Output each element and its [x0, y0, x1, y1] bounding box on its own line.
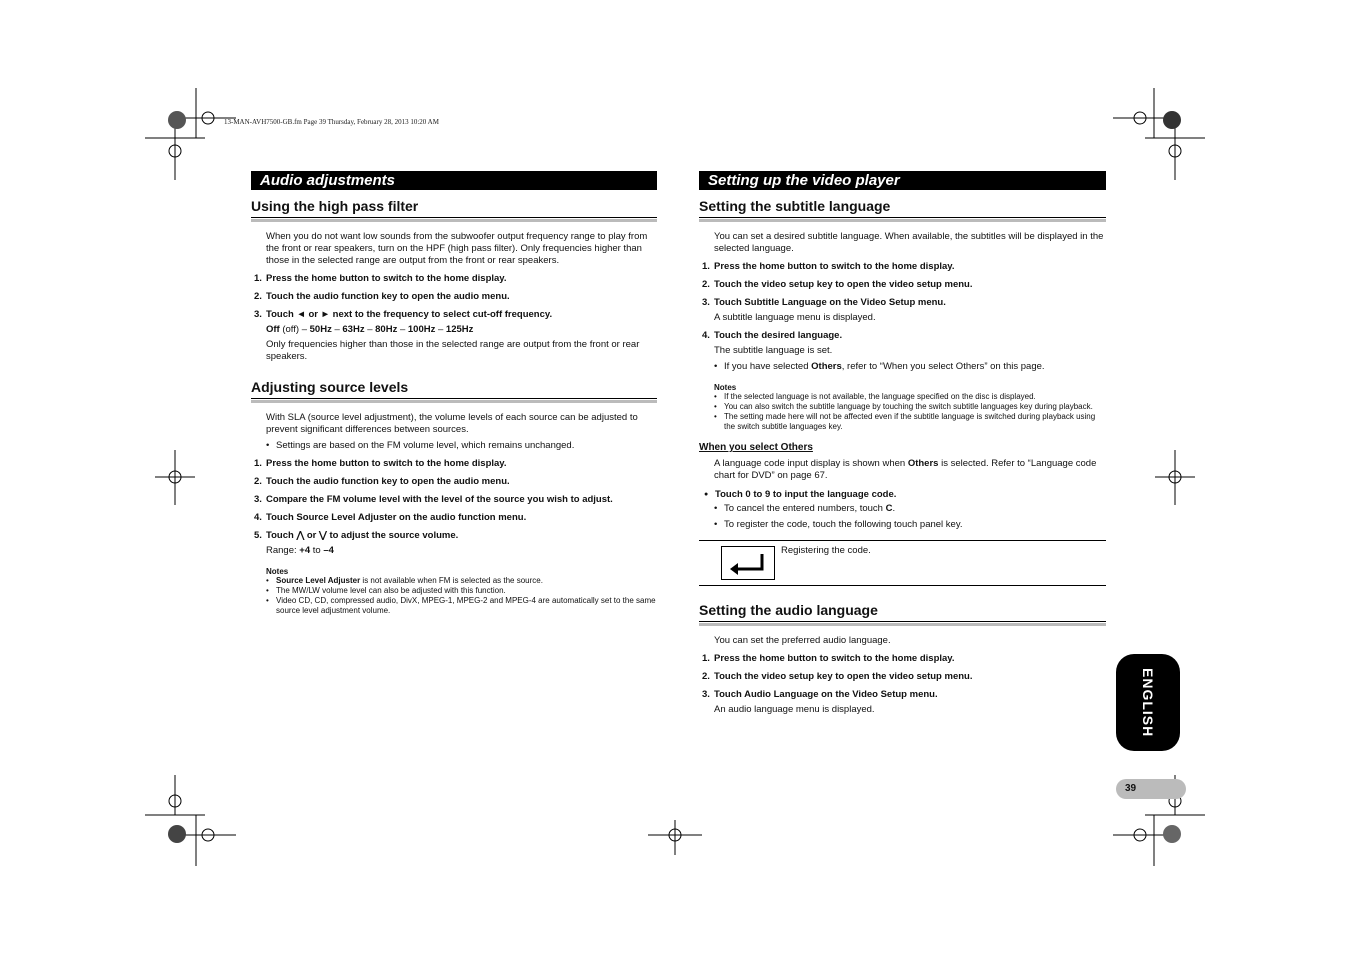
- audio-lang-result: An audio language menu is displayed.: [714, 704, 875, 715]
- hpf-after: Only frequencies higher than those in the selected range are output from the front or rear speakers.: [266, 339, 640, 362]
- subtitle-note-1: • If the selected language is not available, the language specified on the disc is displayed.: [699, 392, 1106, 402]
- sla-step-4: 4. Touch Source Level Adjuster on the audio function menu.: [254, 512, 527, 523]
- audio-lang-step-3: 3. Touch Audio Language on the Video Setup menu.: [702, 689, 938, 700]
- subtitle-note-2: • You can also switch the subtitle language by touching the switch subtitle languages key during playback.: [699, 402, 1106, 412]
- enter-icon: [721, 546, 775, 580]
- sla-bullet: • Settings are based on the FM volume level, which remains unchanged.: [251, 440, 657, 452]
- sla-step-5: 5. Touch ⋀ or ⋁ to adjust the source volume.: [254, 530, 459, 541]
- subtitle-others-bullet: • If you have selected Others, refer to “When you select Others” on this page.: [699, 361, 1106, 373]
- sla-note-2: • The MW/LW volume level can also be adjusted with this function.: [251, 586, 657, 596]
- hpf-options: Off (off) – 50Hz – 63Hz – 80Hz – 100Hz – 125Hz: [266, 324, 474, 335]
- audio-lang-heading: Setting the audio language: [699, 602, 1106, 622]
- subtitle-note-3: • The setting made here will not be affected even if the subtitle language is switched during playback using the switch subtitle languages key.: [699, 412, 1106, 432]
- hpf-intro: When you do not want low sounds from the subwoofer output frequency range to play from the front or rear speakers, turn on the HPF (high pass filter). Only frequencies higher than those in the selected range are output from the front or rear speakers.: [266, 231, 648, 266]
- page-number: 39: [1116, 779, 1186, 799]
- subtitle-step-1: 1. Press the home button to switch to the home display.: [702, 261, 955, 272]
- right-arrow-icon: ►: [320, 309, 331, 320]
- audio-lang-step-2: 2. Touch the video setup key to open the video setup menu.: [702, 671, 973, 682]
- subtitle-step3-result: A subtitle language menu is displayed.: [714, 312, 876, 323]
- sla-step-1: 1. Press the home button to switch to the home display.: [254, 458, 507, 469]
- hpf-step-3: 3. Touch ◄ or ► next to the frequency to select cut-off frequency.: [254, 309, 553, 320]
- others-intro: A language code input display is shown when Others is selected. Refer to “Language code chart for DVD” on page 67.: [714, 458, 1097, 481]
- sla-range: Range: +4 to –4: [266, 545, 334, 556]
- hpf-step-1: 1. Press the home button to switch to the home display.: [254, 273, 507, 284]
- sla-step-2: 2. Touch the audio function key to open the audio menu.: [254, 476, 510, 487]
- sla-notes-title: Notes: [266, 567, 289, 576]
- sla-intro: With SLA (source level adjustment), the volume levels of each source can be adjusted to prevent significant differences between sources.: [266, 412, 638, 435]
- audio-lang-step-1: 1. Press the home button to switch to the home display.: [702, 653, 955, 664]
- hpf-heading: Using the high pass filter: [251, 198, 657, 218]
- others-heading: When you select Others: [699, 442, 813, 453]
- sla-note-1: • Source Level Adjuster is not available when FM is selected as the source.: [251, 576, 657, 586]
- cancel-bullet: • To cancel the entered numbers, touch C.: [699, 503, 1106, 515]
- language-tab-label: ENGLISH: [1140, 667, 1156, 738]
- touch-digits-step: ● Touch 0 to 9 to input the language code.: [699, 489, 1106, 501]
- section-title-audio: Audio adjustments: [251, 171, 657, 190]
- up-chevron-icon: ⋀: [296, 530, 305, 541]
- subtitle-step-3: 3. Touch Subtitle Language on the Video Setup menu.: [702, 297, 946, 308]
- subtitle-step-2: 2. Touch the video setup key to open the video setup menu.: [702, 279, 973, 290]
- section-title-video: Setting up the video player: [699, 171, 1106, 190]
- file-header: 13-MAN-AVH7500-GB.fm Page 39 Thursday, February 28, 2013 10:20 AM: [224, 118, 439, 126]
- subtitle-heading: Setting the subtitle language: [699, 198, 1106, 218]
- sla-note-3: • Video CD, CD, compressed audio, DivX, MPEG-1, MPEG-2 and MPEG-4 are automatically set to the same source level adjustment volume.: [251, 596, 657, 616]
- key-description: Registering the code.: [781, 545, 871, 556]
- left-column: [251, 171, 657, 616]
- left-arrow-icon: ◄: [296, 309, 306, 320]
- register-bullet: • To register the code, touch the following touch panel key.: [699, 519, 1106, 531]
- sla-step-3: 3. Compare the FM volume level with the level of the source you wish to adjust.: [254, 494, 613, 505]
- subtitle-notes-title: Notes: [714, 383, 737, 392]
- subtitle-intro: You can set a desired subtitle language. When available, the subtitles will be displayed in the selected language.: [714, 231, 1104, 254]
- hpf-step-2: 2. Touch the audio function key to open the audio menu.: [254, 291, 510, 302]
- down-chevron-icon: ⋁: [319, 530, 327, 541]
- subtitle-step-4: 4. Touch the desired language.: [702, 330, 843, 341]
- right-column: [699, 171, 1106, 716]
- key-table: [699, 540, 1106, 586]
- sla-heading: Adjusting source levels: [251, 379, 657, 399]
- audio-lang-intro: You can set the preferred audio language.: [714, 635, 891, 646]
- subtitle-step4-result: The subtitle language is set.: [714, 345, 833, 356]
